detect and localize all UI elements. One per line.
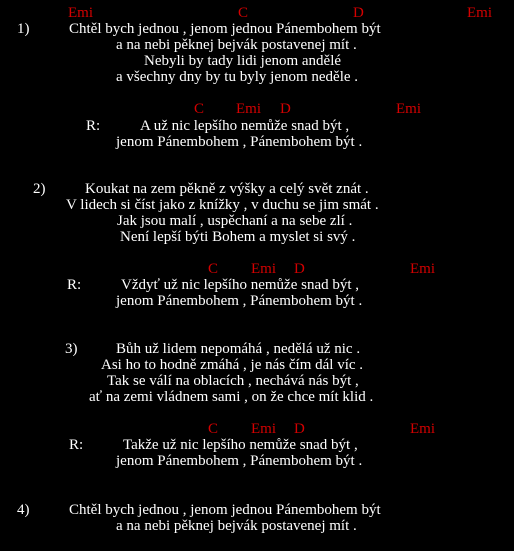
lyric-line: a na nebi pěknej bejvák postavenej mít . bbox=[116, 518, 357, 534]
chord: C bbox=[208, 261, 219, 277]
chord: Emi bbox=[251, 421, 276, 437]
chorus-label: R: bbox=[67, 277, 82, 293]
lyric-line: ať na zemi vládnem sami , on že chce mít klid . bbox=[89, 389, 374, 405]
lyric-line: jenom Pánembohem , Pánembohem být . bbox=[116, 293, 363, 309]
chord: D bbox=[353, 5, 364, 21]
lyric-line: Vždyť už nic lepšího nemůže snad být , bbox=[121, 277, 360, 293]
chord: Emi bbox=[410, 421, 435, 437]
verse-number: 1) bbox=[17, 21, 30, 37]
lyric-line: Tak se válí na oblacích , nechává nás být , bbox=[107, 373, 359, 389]
chorus-label: R: bbox=[86, 118, 101, 134]
chord: C bbox=[194, 101, 205, 117]
chord: C bbox=[238, 5, 249, 21]
lyric-line: a všechny dny by tu byly jenom neděle . bbox=[116, 69, 359, 85]
chord: Emi bbox=[251, 261, 276, 277]
lyric-line: Chtěl bych jednou , jenom jednou Pánembohem být bbox=[69, 502, 381, 518]
lyric-line: jenom Pánembohem , Pánembohem být . bbox=[116, 134, 363, 150]
chord: D bbox=[294, 261, 305, 277]
lyric-line: Nebyli by tady lidi jenom andělé bbox=[144, 53, 342, 69]
lyric-line: Takže už nic lepšího nemůže snad být , bbox=[123, 437, 358, 453]
chord: D bbox=[294, 421, 305, 437]
chord: Emi bbox=[396, 101, 421, 117]
lyric-line: Koukat na zem pěkně z výšky a celý svět znát . bbox=[85, 181, 369, 197]
chord: Emi bbox=[68, 5, 93, 21]
lyric-line: Není lepší býti Bohem a myslet si svý . bbox=[120, 229, 356, 245]
chord: Emi bbox=[236, 101, 261, 117]
lyric-line: A už nic lepšího nemůže snad být , bbox=[140, 118, 350, 134]
verse-number: 4) bbox=[17, 502, 30, 518]
verse-number: 3) bbox=[65, 341, 78, 357]
chord: D bbox=[280, 101, 291, 117]
lyric-line: a na nebi pěknej bejvák postavenej mít . bbox=[116, 37, 357, 53]
chord: Emi bbox=[410, 261, 435, 277]
lyric-line: V lidech si číst jako z knížky , v duchu se jim smát . bbox=[66, 197, 379, 213]
verse-number: 2) bbox=[33, 181, 46, 197]
lyric-line: Chtěl bych jednou , jenom jednou Pánembohem být bbox=[69, 21, 381, 37]
chorus-label: R: bbox=[69, 437, 84, 453]
chord: C bbox=[208, 421, 219, 437]
lyric-line: Jak jsou malí , uspěchaní a na sebe zlí . bbox=[117, 213, 353, 229]
lyric-line: Asi ho to hodně zmáhá , je nás čím dál víc . bbox=[101, 357, 364, 373]
lyric-line: jenom Pánembohem , Pánembohem být . bbox=[116, 453, 363, 469]
chord: Emi bbox=[467, 5, 492, 21]
lyric-line: Bůh už lidem nepomáhá , nedělá už nic . bbox=[116, 341, 361, 357]
